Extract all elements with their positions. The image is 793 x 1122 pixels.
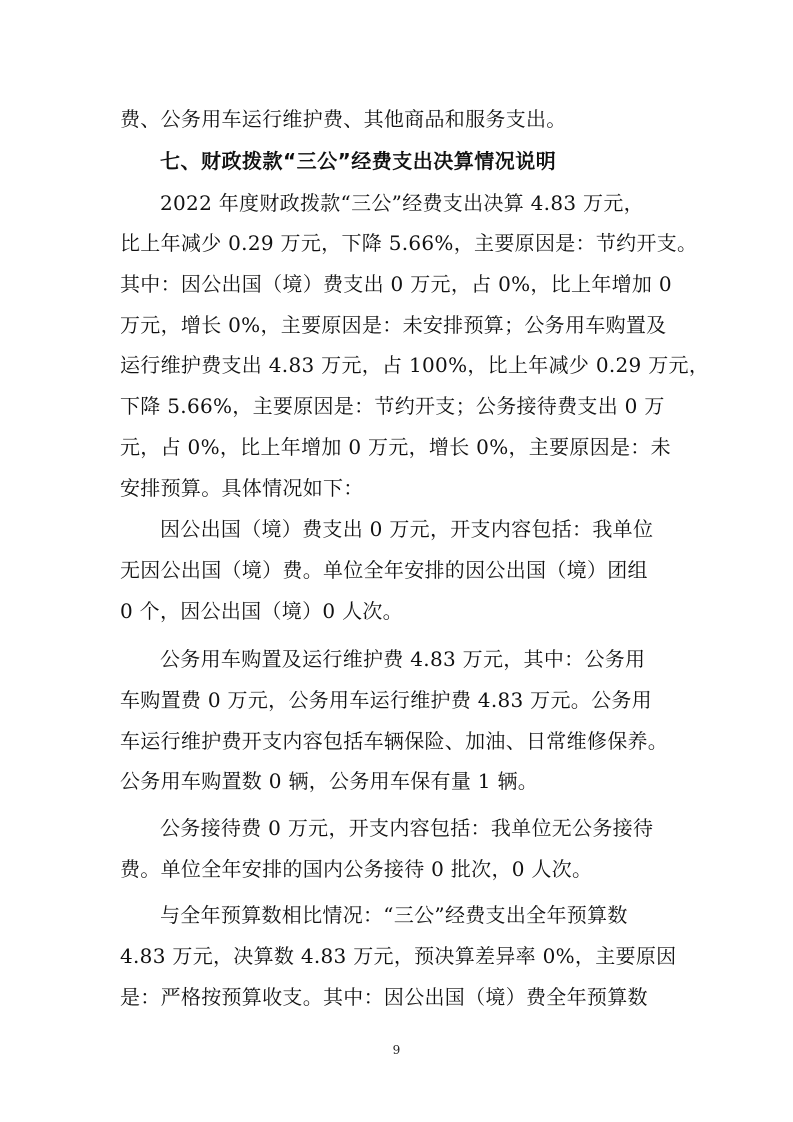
text-line: 费。单位全年安排的国内公务接待 0 批次，0 人次。 — [120, 857, 593, 881]
text-line: 是：严格按预算收支。其中：因公出国（境）费全年预算数 — [120, 985, 648, 1009]
text-line: 元，占 0%，比上年增加 0 万元，增长 0%，主要原因是：未 — [120, 435, 671, 459]
text-line: 比上年减少 0.29 万元，下降 5.66%，主要原因是：节约开支。 — [120, 231, 698, 255]
text-line: 4.83 万元，决算数 4.83 万元，预决算差异率 0%，主要原因 — [120, 944, 677, 968]
text-line: 公务接待费 0 万元，开支内容包括：我单位无公务接待 — [160, 816, 654, 840]
text-line: 车购置费 0 万元，公务用车运行维护费 4.83 万元。公务用 — [120, 688, 652, 712]
text-line: 费、公务用车运行维护费、其他商品和服务支出。 — [120, 107, 567, 131]
text-line: 与全年预算数相比情况：“三公”经费支出全年预算数 — [160, 903, 628, 927]
text-line: 车运行维护费开支内容包括车辆保险、加油、日常维修保养。 — [120, 729, 669, 753]
text-line: 运行维护费支出 4.83 万元，占 100%，比上年减少 0.29 万元， — [120, 353, 710, 377]
text-line: 2022 年度财政拨款“三公”经费支出决算 4.83 万元， — [160, 191, 644, 215]
text-line: 安排预算。具体情况如下： — [120, 476, 364, 500]
text-line: 公务用车购置及运行维护费 4.83 万元，其中：公务用 — [160, 647, 646, 671]
text-line: 万元，增长 0%，主要原因是：未安排预算；公务用车购置及 — [120, 313, 667, 337]
page-number: 9 — [392, 1043, 401, 1057]
text-line: 其中：因公出国（境）费支出 0 万元，占 0%，比上年增加 0 — [120, 272, 672, 296]
text-line: 0 个，因公出国（境）0 人次。 — [120, 599, 403, 623]
section-heading: 七、财政拨款“三公”经费支出决算情况说明 — [160, 149, 557, 173]
text-line: 下降 5.66%，主要原因是：节约开支；公务接待费支出 0 万 — [120, 394, 665, 418]
text-line: 公务用车购置数 0 辆，公务用车保有量 1 辆。 — [120, 769, 539, 793]
text-line: 因公出国（境）费支出 0 万元，开支内容包括：我单位 — [160, 517, 654, 541]
text-line: 无因公出国（境）费。单位全年安排的因公出国（境）团组 — [120, 558, 648, 582]
